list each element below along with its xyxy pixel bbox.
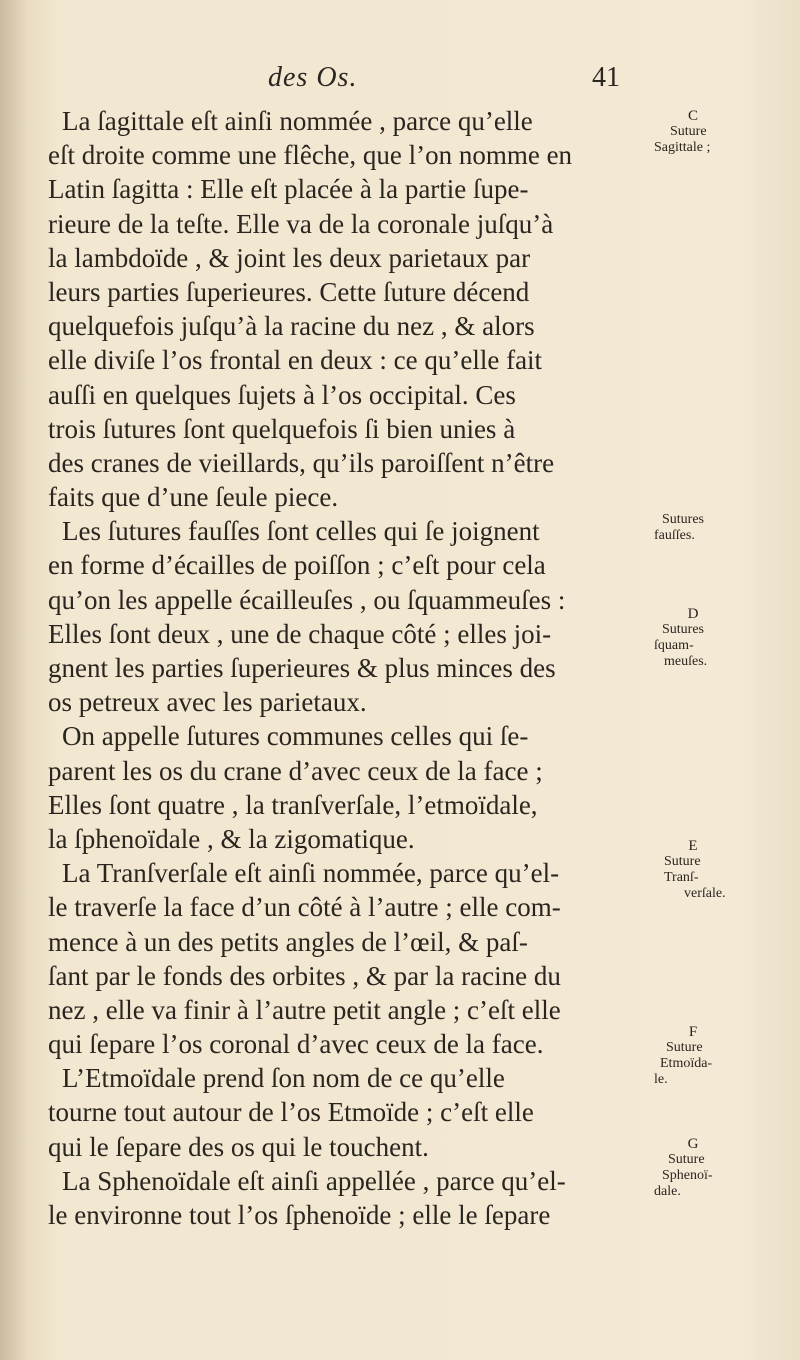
text-line: On appelle ſutures communes celles qui ſe- xyxy=(62,721,529,752)
margin-note-line: Sphenoï- xyxy=(662,1168,713,1183)
text-line: eſt droite comme une flêche, que l’on nomme en xyxy=(48,140,573,171)
margin-note-line: Suture xyxy=(666,1040,703,1055)
text-line: la lambdoïde , & joint les deux parietaux par xyxy=(48,242,531,273)
margin-note-transversale xyxy=(654,838,744,902)
text-line: Elles ſont quatre , la tranſverſale, l’etmoïdale, xyxy=(48,789,538,820)
text-line: Elles ſont deux , une de chaque côté ; elles joi- xyxy=(48,618,552,649)
margin-note-line: meuſes. xyxy=(664,654,708,669)
text-line: Latin ſagitta : Elle eſt placée à la partie ſupe- xyxy=(48,174,529,205)
page-header xyxy=(0,62,800,102)
margin-note-line: Sutures xyxy=(662,512,704,527)
text-line: La ſagittale eſt ainſi nommée , parce qu’elle xyxy=(62,106,533,136)
text-line: parent les os du crane d’avec ceux de la face ; xyxy=(48,755,543,786)
running-title: des Os. xyxy=(268,62,358,93)
margin-note-line: Suture xyxy=(670,124,707,139)
text-line: La Sphenoïdale eſt ainſi appellée , parce qu’el- xyxy=(62,1165,566,1196)
margin-note-sagittale xyxy=(654,108,744,156)
main-text xyxy=(48,104,648,1232)
margin-note-line: dale. xyxy=(654,1184,681,1199)
text-line: tourne tout autour de l’os Etmoïde ; c’eſt elle xyxy=(48,1097,534,1128)
text-line: faits que d’une ſeule piece. xyxy=(48,482,339,513)
text-line: rieure de la teſte. Elle va de la coronale juſqu’à xyxy=(48,208,554,239)
text-line: leurs parties ſuperieures. Cette ſuture décend xyxy=(48,276,530,307)
margin-letter: G xyxy=(687,1136,699,1152)
text-line: gnent les parties ſuperieures & plus minces des xyxy=(48,653,556,683)
margin-note-line: Sagittale ; xyxy=(654,140,711,155)
text-line: en forme d’écailles de poiſſon ; c’eſt pour cela xyxy=(48,550,546,581)
text-line: Les ſutures fauſſes ſont celles qui ſe joignent xyxy=(62,516,540,547)
margin-note-line: Sutures xyxy=(662,622,704,637)
margin-note-line: ſquam- xyxy=(654,638,694,653)
margin-note-sphenoidale xyxy=(654,1136,744,1200)
text-line: le environne tout l’os ſphenoïde ; elle le ſepare xyxy=(48,1200,551,1230)
margin-letter: C xyxy=(687,108,698,124)
text-line: qui ſepare l’os coronal d’avec ceux de la face. xyxy=(48,1029,544,1060)
text-line: nez , elle va finir à l’autre petit angle ; c’eſt elle xyxy=(48,994,561,1025)
text-line: elle diviſe l’os frontal en deux : ce qu’elle fait xyxy=(48,345,543,376)
text-line: le traverſe la face d’un côté à l’autre ; elle com- xyxy=(48,892,561,923)
text-line: ſant par le fonds des orbites , & par la racine du xyxy=(48,960,561,991)
margin-note-line: Suture xyxy=(668,1152,705,1167)
text-line: La Tranſverſale eſt ainſi nommée, parce qu’el- xyxy=(62,858,560,889)
text-line: la ſphenoïdale , & la zigomatique. xyxy=(48,823,415,854)
margin-note-line: Tranſ- xyxy=(664,870,699,885)
margin-note-etmoidale xyxy=(654,1024,744,1088)
margin-note-line: Suture xyxy=(664,854,701,869)
page-number: 41 xyxy=(592,62,620,93)
margin-letter: E xyxy=(688,838,698,854)
margin-letter: F xyxy=(688,1024,698,1040)
margin-note-line: verſale. xyxy=(684,886,726,901)
text-line: mence à un des petits angles de l’œil, & paſ- xyxy=(48,926,528,957)
text-line: os petreux avec les parietaux. xyxy=(48,687,367,718)
margin-letter: D xyxy=(687,606,699,622)
text-line: auſſi en quelques ſujets à l’os occipital. Ces xyxy=(48,379,516,410)
margin-note-line: le. xyxy=(654,1072,668,1087)
margin-note-squammeuses xyxy=(654,606,744,670)
text-line: qu’on les appelle écailleuſes , ou ſquammeuſes : xyxy=(48,584,566,615)
text-line: L’Etmoïdale prend ſon nom de ce qu’elle xyxy=(62,1063,505,1094)
text-line: trois ſutures ſont quelquefois ſi bien unies à xyxy=(48,413,516,444)
text-line: qui le ſepare des os qui le touchent. xyxy=(48,1131,429,1162)
margin-note-line: fauſſes. xyxy=(654,528,695,543)
margin-note-fausses xyxy=(654,512,744,544)
text-line: des cranes de vieillards, qu’ils paroiſſent n’être xyxy=(48,447,555,478)
margin-note-line: Etmoïda- xyxy=(660,1056,713,1071)
text-line: quelquefois juſqu’à la racine du nez , & alors xyxy=(48,311,535,342)
